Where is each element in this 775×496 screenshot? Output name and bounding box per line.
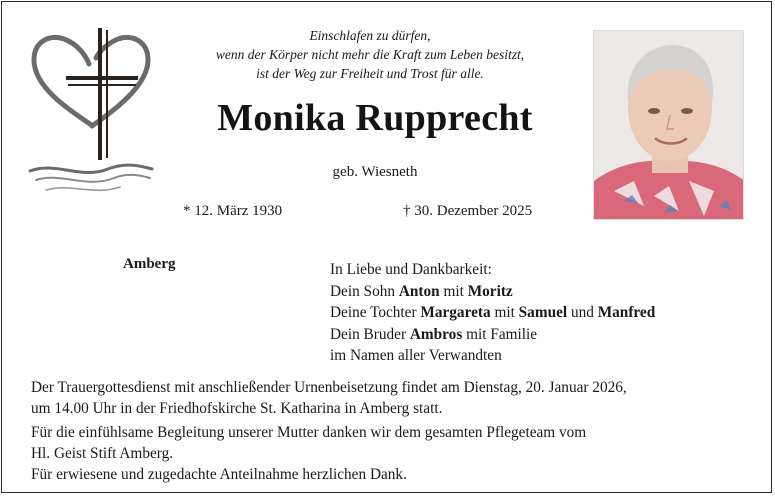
mourners-closing: im Namen aller Verwandten — [330, 347, 502, 364]
mourner-line — [330, 281, 655, 303]
notice-line: Für die einfühlsame Begleitung unserer Mutter danken wir dem gesamten Pflegeteam vom — [31, 424, 587, 441]
mourner-name: Margareta — [420, 304, 491, 321]
maiden-name: geb. Wiesneth — [332, 164, 418, 180]
heart-cross-waves-icon — [26, 24, 156, 199]
service-notice — [31, 377, 627, 419]
poem — [170, 26, 570, 83]
portrait-photo — [593, 30, 744, 220]
mourner-name: Samuel — [518, 304, 568, 321]
place: Amberg — [123, 256, 176, 272]
poem-line: ist der Weg zur Freiheit und Trost für alle. — [256, 66, 484, 81]
notice-line: Hl. Geist Stift Amberg. — [31, 445, 174, 462]
poem-line: Einschlafen zu dürfen, — [309, 28, 431, 43]
deceased-name: Monika Rupprecht — [217, 97, 533, 139]
text: Dein Sohn — [330, 282, 399, 300]
birth-date: * 12. März 1930 — [183, 203, 283, 219]
portrait-icon — [594, 31, 744, 220]
thanks-all-notice — [31, 464, 407, 485]
mourner-name: Anton — [398, 282, 440, 300]
mourner-line — [330, 324, 655, 346]
mourner-name: Ambros — [409, 325, 463, 343]
mourner-name: Manfred — [597, 304, 656, 321]
notice-line: Der Trauergottesdienst mit anschließender Urnenbeisetzung findet am Dienstag, 20. Januar 2026, — [31, 379, 627, 396]
text: mit Familie — [462, 325, 538, 343]
text: Dein Bruder — [330, 325, 410, 343]
notice-line: um 14.00 Uhr in der Friedhofskirche St. Katharina in Amberg statt. — [31, 400, 443, 417]
mourner-name: Moritz — [467, 282, 513, 300]
mourners-intro: In Liebe und Dankbarkeit: — [330, 261, 492, 278]
thanks-care-notice — [31, 422, 586, 464]
text: mit — [439, 282, 468, 300]
text: und — [567, 304, 598, 321]
mourners-list — [330, 259, 655, 367]
text: mit — [490, 304, 519, 321]
mourner-line — [330, 302, 655, 324]
death-date: † 30. Dezember 2025 — [403, 203, 533, 219]
poem-line: wenn der Körper nicht mehr die Kraft zum Leben besitzt, — [215, 47, 525, 62]
notice-line: Für erwiesene und zugedachte Anteilnahme herzlichen Dank. — [31, 466, 407, 483]
text: Deine Tochter — [330, 304, 421, 321]
